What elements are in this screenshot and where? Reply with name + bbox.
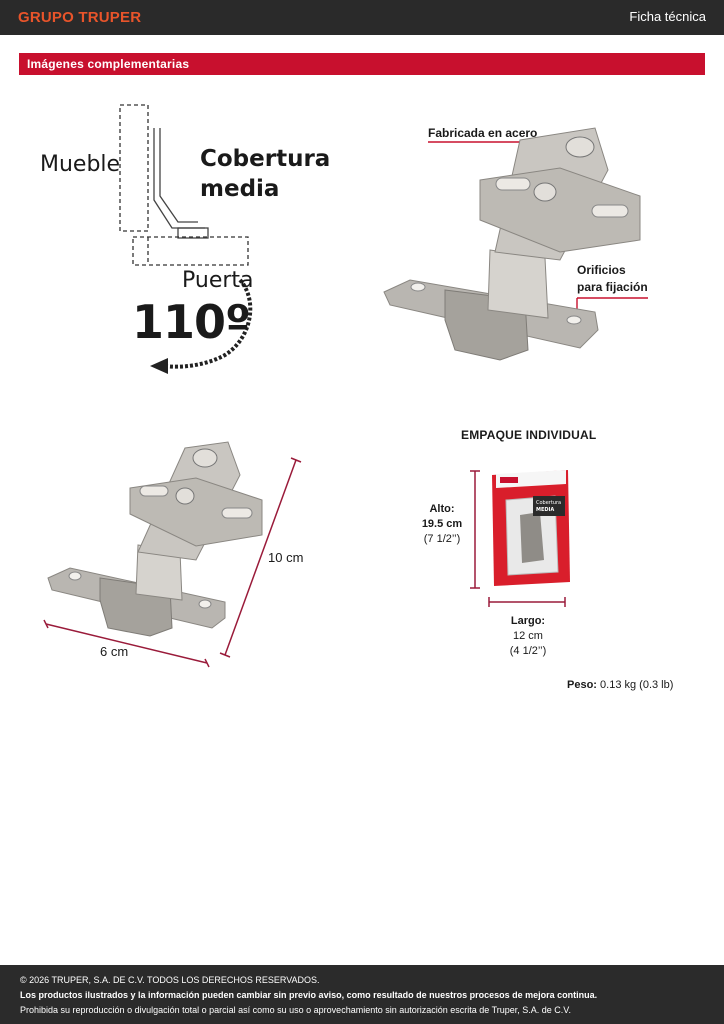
footer-copyright: © 2026 TRUPER, S.A. DE C.V. TODOS LOS DERECHOS RESERVADOS. bbox=[20, 975, 320, 985]
package-length bbox=[498, 614, 558, 659]
label-cobertura: Cobertura bbox=[200, 146, 331, 172]
callout-holes-line1: Orificios bbox=[577, 263, 626, 277]
callout-holes bbox=[577, 262, 648, 296]
package-label-2: MEDIA bbox=[536, 507, 555, 513]
product-weight bbox=[567, 679, 673, 691]
label-puerta: Puerta bbox=[182, 268, 254, 293]
weight-value: 0.13 kg (0.3 lb) bbox=[600, 679, 674, 691]
hinge-image-top bbox=[384, 128, 640, 360]
footer-notice: Los productos ilustrados y la información pueden cambiar sin previo aviso, como resultado de nuestros procesos de mejora continua. bbox=[20, 990, 598, 1000]
brand-logo: GRUPO TRUPER bbox=[18, 9, 142, 26]
package-height-label: Alto: bbox=[429, 503, 455, 515]
package-length-in: (4 1/2’’) bbox=[509, 645, 547, 657]
label-media: media bbox=[200, 176, 280, 202]
package-height bbox=[412, 502, 472, 547]
document-type: Ficha técnica bbox=[629, 9, 706, 24]
hinge-image-dimensions bbox=[48, 442, 262, 636]
footer-prohibition: Prohibida su reproducción o divulgación total o parcial así como su uso o aprovechamiento sin autorización escrita de Truper, S.A. de C.V. bbox=[20, 1005, 571, 1015]
package-image bbox=[492, 470, 570, 586]
section-title: Imágenes complementarias bbox=[27, 57, 190, 71]
callout-material: Fabricada en acero bbox=[428, 126, 538, 140]
weight-label: Peso: bbox=[567, 679, 597, 691]
dimension-height: 10 cm bbox=[268, 550, 304, 565]
package-height-cm: 19.5 cm bbox=[421, 518, 463, 530]
packaging-title: EMPAQUE INDIVIDUAL bbox=[461, 428, 597, 442]
package-length-label: Largo: bbox=[510, 615, 546, 627]
page-footer bbox=[0, 965, 724, 1024]
package-height-in: (7 1/2’’) bbox=[423, 533, 461, 545]
package-label-1: Cobertura bbox=[536, 500, 562, 506]
dimension-width: 6 cm bbox=[100, 644, 129, 659]
package-length-cm: 12 cm bbox=[513, 630, 543, 642]
opening-angle: 110º bbox=[132, 295, 250, 349]
label-mueble: Mueble bbox=[40, 152, 121, 177]
callout-holes-line2: para fijación bbox=[577, 280, 648, 294]
